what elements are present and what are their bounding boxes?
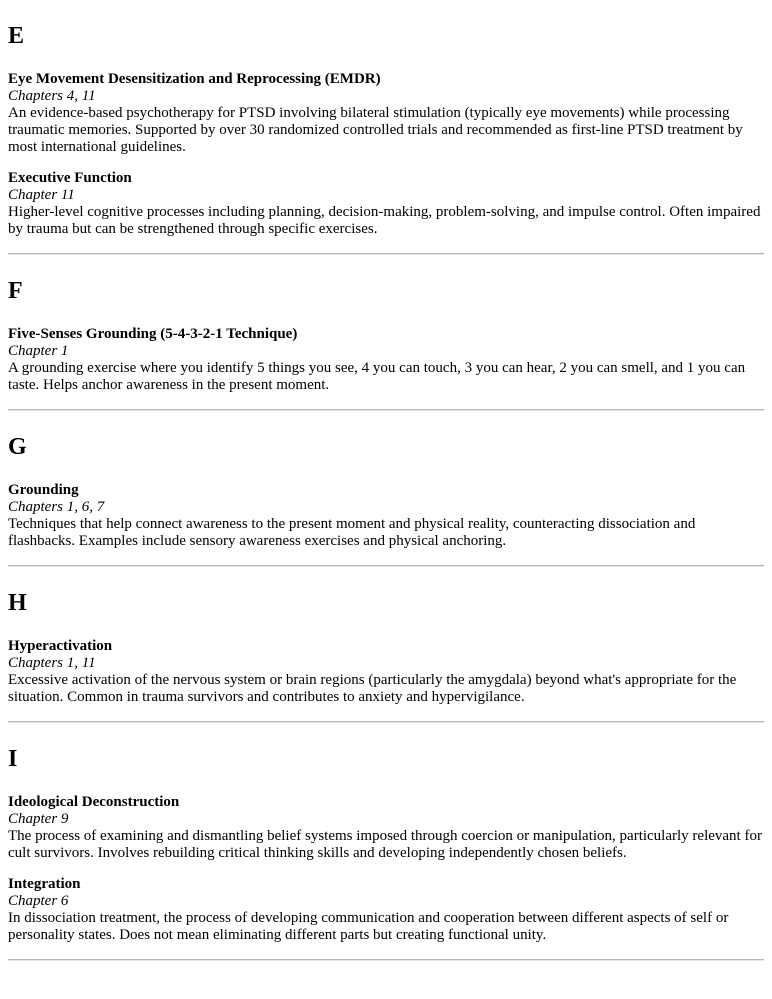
entry-term: Five-Senses Grounding (5-4-3-2-1 Technique) bbox=[8, 326, 298, 342]
glossary-section-e bbox=[8, 0, 764, 255]
entry-term: Grounding bbox=[8, 482, 79, 498]
entry-description: An evidence-based psychotherapy for PTSD involving bilateral stimulation (typically eye movements) while processing traumatic memories. Supported by over 30 randomized controlled trials and recommended as first-line PTSD treatment by most international guidelines. bbox=[8, 105, 743, 155]
entry-description: A grounding exercise where you identify 5 things you see, 4 you can touch, 3 you can hear, 2 you can smell, and 1 you can taste. Helps anchor awareness in the present moment. bbox=[8, 360, 746, 393]
entry-term: Executive Function bbox=[8, 170, 132, 186]
entry-description: Techniques that help connect awareness to the present moment and physical reality, counteracting dissociation and flashbacks. Examples include sensory awareness exercises and physical anchoring. bbox=[8, 516, 696, 549]
section-divider bbox=[8, 959, 764, 961]
glossary-entry bbox=[8, 876, 764, 944]
entry-description: In dissociation treatment, the process of developing communication and cooperation between different aspects of self or personality states. Does not mean eliminating different parts but creating functional unity. bbox=[8, 910, 729, 943]
entry-chapters: Chapter 9 bbox=[8, 811, 69, 827]
entry-term: Hyperactivation bbox=[8, 638, 113, 654]
entry-description: Excessive activation of the nervous system or brain regions (particularly the amygdala) beyond what's appropriate for the situation. Common in trauma survivors and contributes to anxiety and hypervigilance. bbox=[8, 672, 737, 705]
entry-chapters: Chapter 11 bbox=[8, 187, 75, 203]
entry-description: The process of examining and dismantling belief systems imposed through coercion or manipulation, particularly relevant for cult survivors. Involves rebuilding critical thinking skills and developing independently chosen beliefs. bbox=[8, 828, 762, 861]
section-letter: I bbox=[8, 746, 18, 772]
glossary-section-i bbox=[8, 723, 764, 961]
glossary-entry bbox=[8, 638, 764, 706]
glossary-section-g bbox=[8, 411, 764, 567]
entry-chapters: Chapters 4, 11 bbox=[8, 88, 96, 104]
section-letter: H bbox=[8, 590, 27, 616]
glossary-section-h bbox=[8, 567, 764, 723]
glossary-entry bbox=[8, 794, 764, 862]
glossary-section-f bbox=[8, 255, 764, 411]
entry-chapters: Chapters 1, 6, 7 bbox=[8, 499, 105, 515]
section-letter: G bbox=[8, 434, 27, 460]
entry-chapters: Chapter 6 bbox=[8, 893, 69, 909]
entry-term: Ideological Deconstruction bbox=[8, 794, 180, 810]
entry-term: Integration bbox=[8, 876, 81, 892]
entry-chapters: Chapter 1 bbox=[8, 343, 69, 359]
entry-description: Higher-level cognitive processes including planning, decision-making, problem-solving, and impulse control. Often impaired by trauma but can be strengthened through specific exercises. bbox=[8, 204, 761, 237]
glossary-entry bbox=[8, 170, 764, 238]
glossary-entry bbox=[8, 482, 764, 550]
section-letter: F bbox=[8, 278, 23, 304]
glossary-entry bbox=[8, 71, 764, 156]
glossary-entry bbox=[8, 326, 764, 394]
section-letter: E bbox=[8, 23, 25, 49]
entry-chapters: Chapters 1, 11 bbox=[8, 655, 96, 671]
entry-term: Eye Movement Desensitization and Reprocessing (EMDR) bbox=[8, 71, 381, 87]
